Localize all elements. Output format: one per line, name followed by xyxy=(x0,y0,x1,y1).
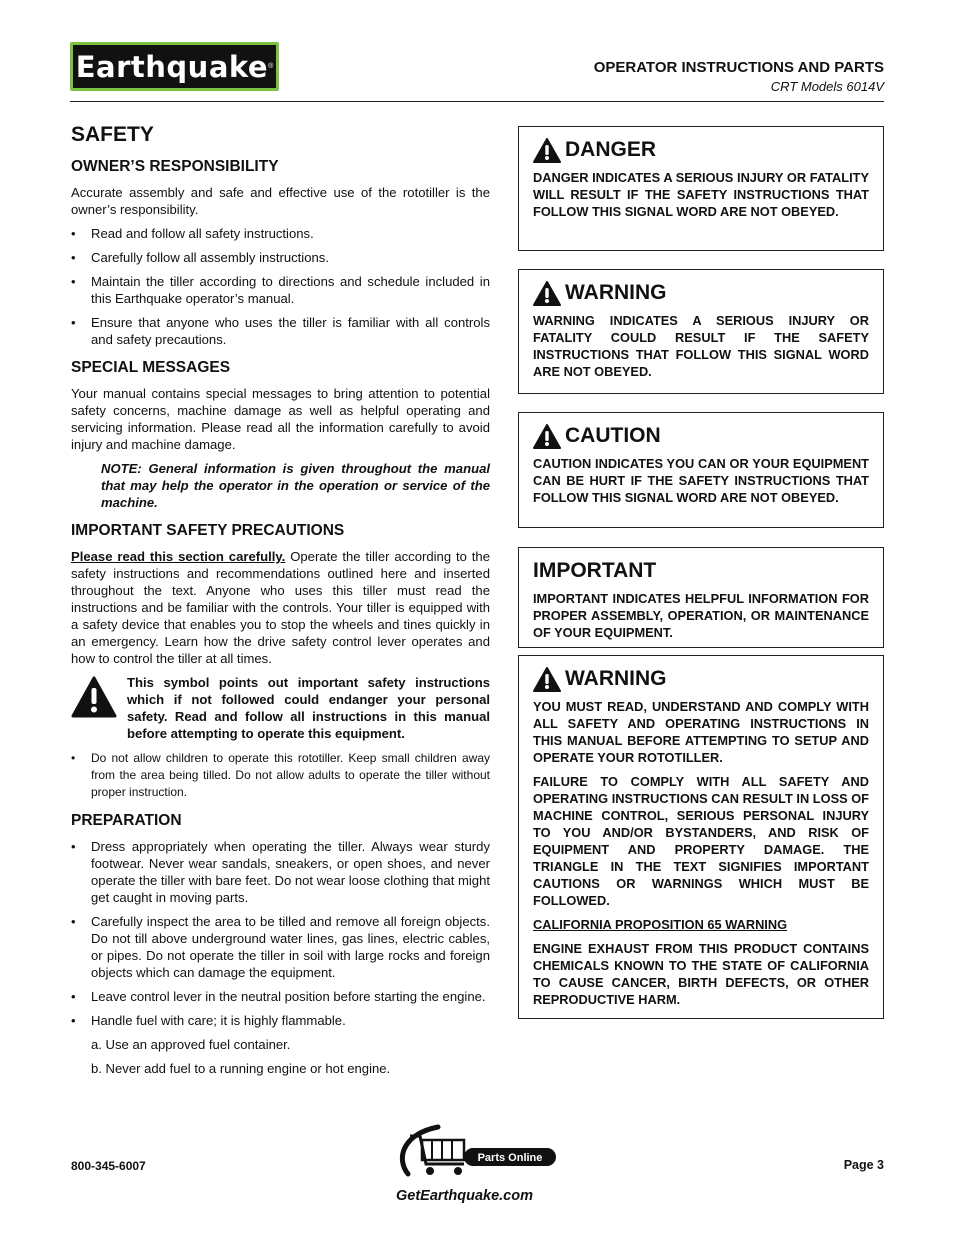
warning-triangle-icon xyxy=(533,424,561,449)
precautions-text xyxy=(71,548,490,667)
warning-compliance-box xyxy=(518,655,884,1019)
website-url[interactable]: GetEarthquake.com xyxy=(396,1188,533,1204)
document-title: OPERATOR INSTRUCTIONS AND PARTS xyxy=(593,59,884,76)
warning-triangle-icon xyxy=(533,281,561,306)
warning-triangle-icon xyxy=(71,674,117,742)
list-item: • Ensure that anyone who uses the tiller is familiar with all controls and safety precautions. xyxy=(71,314,490,348)
list-item: • Carefully inspect the area to be tilled and remove all foreign objects. Do not till above underground water lines, gas lines, electric cables, or pipes. Do not operate the tiller in soil with large rocks and foreign objects which can damage the equipment. xyxy=(71,913,490,981)
safety-symbol-block xyxy=(71,674,490,742)
owners-responsibility-heading: OWNER’S RESPONSIBILITY xyxy=(71,158,279,175)
phone-number: 800-345-6007 xyxy=(71,1159,146,1173)
children-bullet-list xyxy=(71,750,490,801)
warning-triangle-icon xyxy=(533,138,561,163)
owners-bullet-list xyxy=(71,225,490,348)
important-text: IMPORTANT INDICATES HELPFUL INFORMATION FOR PROPER ASSEMBLY, OPERATION, OR MAINTENANCE OF YOUR EQUIPMENT. xyxy=(533,591,869,640)
safety-heading: SAFETY xyxy=(71,123,154,146)
header-divider xyxy=(70,101,884,102)
warning-title: WARNING xyxy=(533,280,869,306)
warning-compliance-p2: FAILURE TO COMPLY WITH ALL SAFETY AND OPERATING INSTRUCTIONS CAN RESULT IN LOSS OF MACHINE CONTROL, SERIOUS PERSONAL INJURY TO YOU AND/OR BYSTANDERS, AND RISK OF EQUIPMENT AND PROPERTY DAMAGE. THE TRIANGLE IN THE TEXT SIGNIFIES IMPORTANT CAUTIONS OR WARNINGS WHICH MUST BE FOLLOWED. xyxy=(533,774,869,908)
caution-title: CAUTION xyxy=(533,423,869,449)
left-column xyxy=(71,123,490,1084)
fuel-sub-item-b: b. Never add fuel to a running engine or hot engine. xyxy=(91,1061,391,1076)
document-subtitle: CRT Models 6014V xyxy=(770,79,884,94)
special-messages-text: Your manual contains special messages to bring attention to potential safety concerns, machine damage as well as helpful operating and servicing information. Please read all the information carefully to avoid injury and machine damage. xyxy=(71,386,490,452)
warning-triangle-icon xyxy=(533,667,561,692)
important-title: IMPORTANT xyxy=(533,559,657,582)
precautions-body: Operate the tiller according to the safety instructions and recommendations outlined here and inserted throughout the text. Anyone who uses this tiller must read the instructions and be familiar with the controls. Your tiller is equipped with a safety device that enables you to stop the wheels and tines quickly in an emergency. Learn how the drive safety control lever operates and how to control the tiller at all times. xyxy=(71,549,490,666)
logo-text: Earthquake xyxy=(75,49,269,84)
precautions-lead: Please read this section carefully. xyxy=(71,549,286,564)
caution-box xyxy=(518,412,884,528)
list-item: • Read and follow all safety instructions. xyxy=(71,225,490,242)
danger-box xyxy=(518,126,884,251)
prop65-text: ENGINE EXHAUST FROM THIS PRODUCT CONTAINS CHEMICALS KNOWN TO THE STATE OF CALIFORNIA TO CAUSE CANCER, BIRTH DEFECTS, OR OTHER REPRODUCTIVE HARM. xyxy=(533,941,869,1007)
list-item: • Do not allow children to operate this rototiller. Keep small children away from the area being tilled. Do not allow adults to operate the tiller without proper instruction. xyxy=(71,750,490,801)
shopping-cart-icon xyxy=(398,1124,558,1182)
list-item: • Dress appropriately when operating the tiller. Always wear sturdy footwear. Never wear sandals, sneakers, or open shoes, and never operate the tiller with bare feet. Do not wear loose clothing that might get caught in moving parts. xyxy=(71,838,490,906)
page-number: Page 3 xyxy=(843,1158,884,1172)
parts-online-label: Parts Online xyxy=(477,1152,543,1164)
prop65-heading: CALIFORNIA PROPOSITION 65 WARNING xyxy=(533,917,788,932)
caution-text: CAUTION INDICATES YOU CAN OR YOUR EQUIPMENT CAN BE HURT IF THE SAFETY INSTRUCTIONS THAT FOLLOW THIS SIGNAL WORD ARE NOT OBEYED. xyxy=(533,456,869,505)
owners-intro: Accurate assembly and safe and effective use of the rototiller is the owner’s responsibility. xyxy=(71,185,490,217)
warning-compliance-p1: YOU MUST READ, UNDERSTAND AND COMPLY WITH ALL SAFETY AND OPERATING INSTRUCTIONS IN THIS MANUAL BEFORE ATTEMPTING TO SETUP AND OPERATE YOUR ROTOTILLER. xyxy=(533,699,869,765)
list-item: • Handle fuel with care; it is highly flammable. xyxy=(71,1012,490,1029)
warning-box xyxy=(518,269,884,394)
danger-title: DANGER xyxy=(533,137,869,163)
special-messages-note: NOTE: General information is given throughout the manual that may help the operator in the operation or service of the machine. xyxy=(101,461,490,510)
precautions-heading: IMPORTANT SAFETY PRECAUTIONS xyxy=(71,522,345,539)
warning-compliance-title: WARNING xyxy=(533,666,869,692)
safety-symbol-text: This symbol points out important safety instructions which if not followed could endanger your personal safety. Read and follow all instructions in this manual before attempting to operate this equipment. xyxy=(127,675,490,741)
list-item: • Maintain the tiller according to directions and schedule included in this Earthquake operator’s manual. xyxy=(71,273,490,307)
special-messages-heading: SPECIAL MESSAGES xyxy=(71,359,231,376)
warning-text: WARNING INDICATES A SERIOUS INJURY OR FATALITY COULD RESULT IF THE SAFETY INSTRUCTIONS THAT FOLLOW THIS SIGNAL WORD ARE NOT OBEYED. xyxy=(533,313,869,379)
fuel-sub-item-a: a. Use an approved fuel container. xyxy=(91,1037,291,1052)
list-item: • Leave control lever in the neutral position before starting the engine. xyxy=(71,988,490,1005)
earthquake-logo: Earthquake ® xyxy=(70,42,279,91)
preparation-heading: PREPARATION xyxy=(71,812,182,829)
preparation-bullet-list xyxy=(71,838,490,1029)
important-box xyxy=(518,547,884,648)
list-item: • Carefully follow all assembly instructions. xyxy=(71,249,490,266)
parts-online-logo[interactable] xyxy=(398,1124,558,1182)
danger-text: DANGER INDICATES A SERIOUS INJURY OR FATALITY WILL RESULT IF THE SAFETY INSTRUCTIONS THAT FOLLOW THIS SIGNAL WORD ARE NOT OBEYED. xyxy=(533,170,869,219)
